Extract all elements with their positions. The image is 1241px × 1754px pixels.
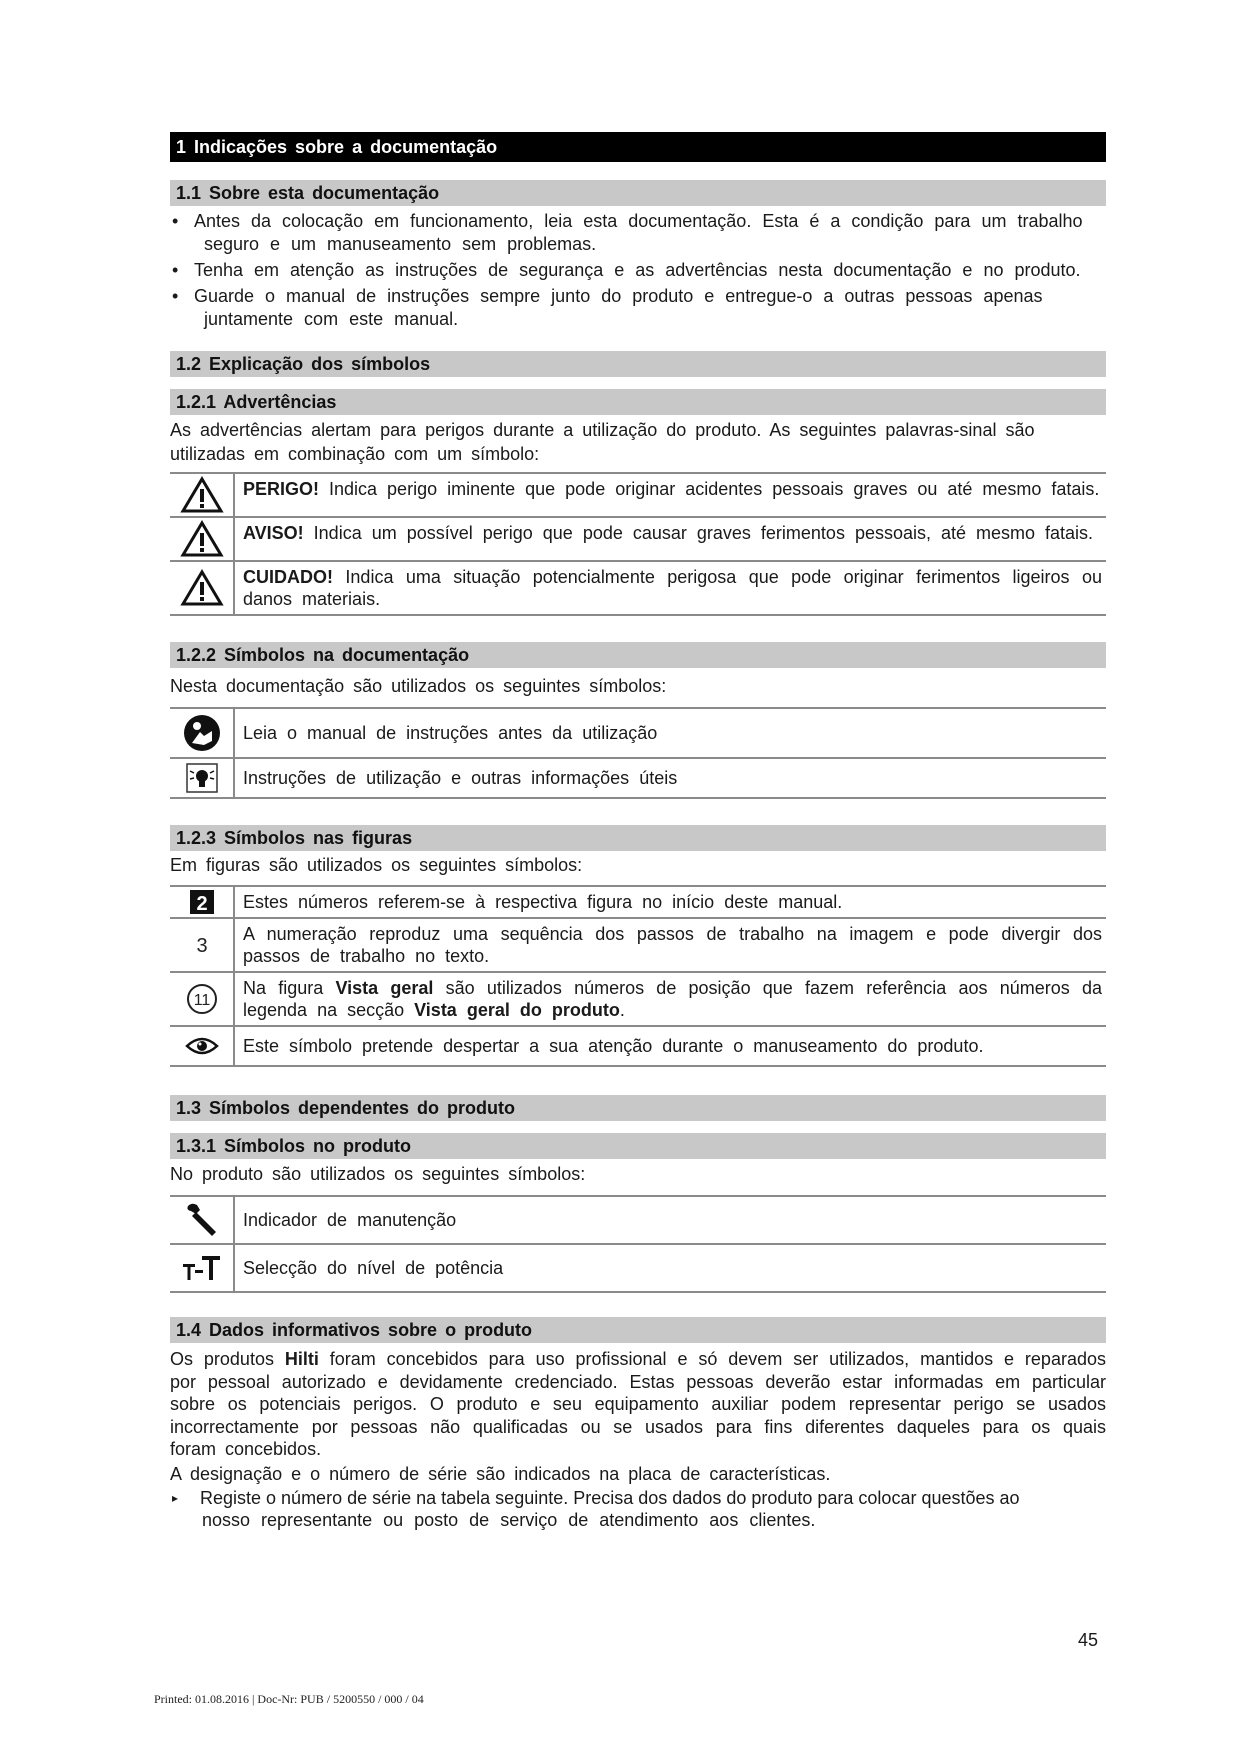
table-row: [170, 758, 1106, 798]
warning-text: AVISO! Indica um possível perigo que pode causar graves ferimentos pessoais, até mesmo fatais.: [234, 517, 1106, 561]
info-bulb-icon: [186, 763, 218, 793]
symbol-description: Na figura Vista geral são utilizados números de posição que fazem referência aos números da legenda na secção Vista geral do produto.: [234, 972, 1106, 1026]
icon-cell: [170, 708, 234, 758]
table-row: [170, 918, 1106, 972]
eye-icon: [185, 1036, 219, 1056]
paragraph: As advertências alertam para perigos durante a utilização do produto. As seguintes palavras-sinal são utilizadas em combinação com um símbolo:: [170, 420, 1035, 464]
section-heading: 1 Indicações sobre a documentação: [170, 132, 1106, 162]
symbol-description: Instruções de utilização e outras informações úteis: [234, 758, 1106, 798]
table-row: [170, 517, 1106, 561]
paragraph: No produto são utilizados os seguintes símbolos:: [170, 1164, 586, 1184]
symbol-description: Estes números referem-se à respectiva figura no início deste manual.: [234, 886, 1106, 918]
subsection-heading: 1.2 Explicação dos símbolos: [170, 351, 1106, 377]
symbol-description: A numeração reproduz uma sequência dos passos de trabalho na imagem e pode divergir dos passos de trabalho no texto.: [234, 918, 1106, 972]
icon-cell: [170, 1026, 234, 1066]
signal-word: CUIDADO!: [243, 567, 333, 587]
wrench-icon: [182, 1200, 222, 1240]
table-row: [170, 708, 1106, 758]
svg-text:11: 11: [193, 992, 210, 1009]
signal-word: PERIGO!: [243, 479, 320, 499]
document-page: [170, 132, 1106, 1531]
subsection-heading: 1.1 Sobre esta documentação: [170, 180, 1106, 206]
svg-text:3: 3: [195, 935, 208, 957]
documentation-symbols-table: [170, 707, 1106, 799]
bullet-list: [170, 210, 1106, 331]
list-item: • Guarde o manual de instruções sempre junto do produto e entregue-o a outras pessoas apenas juntamente com este manual.: [172, 286, 1043, 329]
subsection-heading: 1.3.1 Símbolos no produto: [170, 1133, 1106, 1159]
icon-cell: [170, 886, 234, 918]
paragraph: A designação e o número de série são indicados na placa de características.: [170, 1463, 831, 1484]
icon-cell: [170, 1244, 234, 1292]
list-item: • Antes da colocação em funcionamento, leia esta documentação. Esta é a condição para um trabalho seguro e um manuseamento sem problemas.: [172, 211, 1083, 254]
read-manual-icon: [182, 713, 222, 753]
list-item: • Tenha em atenção as instruções de segurança e as advertências nesta documentação e no produto.: [172, 260, 1081, 280]
figure-number-icon: [189, 889, 215, 915]
product-symbols-table: [170, 1195, 1106, 1293]
subsection-heading: 1.4 Dados informativos sobre o produto: [170, 1317, 1106, 1343]
svg-text:2: 2: [195, 893, 208, 915]
footer-print-info: Printed: 01.08.2016 | Doc-Nr: PUB / 5200550 / 000 / 04: [154, 1692, 424, 1706]
icon-cell: [170, 561, 234, 615]
icon-cell: [170, 473, 234, 517]
paragraph: Em figuras são utilizados os seguintes símbolos:: [170, 855, 583, 875]
table-row: [170, 473, 1106, 517]
subsection-heading: 1.3 Símbolos dependentes do produto: [170, 1095, 1106, 1121]
power-level-icon: [180, 1252, 224, 1284]
page-number: 45: [1078, 1630, 1099, 1650]
figure-symbols-table: [170, 885, 1106, 1067]
icon-cell: [170, 517, 234, 561]
symbol-description: Este símbolo pretende despertar a sua atenção durante o manuseamento do produto.: [234, 1026, 1106, 1066]
symbol-description: Leia o manual de instruções antes da utilização: [234, 708, 1106, 758]
warning-triangle-icon: [180, 569, 224, 607]
arrow-bullet-icon: ▸: [172, 1490, 179, 1505]
warning-triangle-icon: [180, 520, 224, 558]
warning-triangle-icon: [180, 476, 224, 514]
subsection-heading: 1.2.3 Símbolos nas figuras: [170, 825, 1106, 851]
brand-name: Hilti: [284, 1349, 319, 1369]
warning-text: PERIGO! Indica perigo iminente que pode originar acidentes pessoais graves ou até mesmo fatais.: [234, 473, 1106, 517]
paragraph: Nesta documentação são utilizados os seguintes símbolos:: [170, 676, 667, 696]
action-step: ▸ Registe o número de série na tabela seguinte. Precisa dos dados do produto para colocar questões ao nosso representante ou posto de serviço de atendimento aos clientes.: [172, 1487, 1020, 1530]
symbol-description: Indicador de manutenção: [234, 1196, 1106, 1244]
warnings-table: [170, 472, 1106, 616]
icon-cell: [170, 918, 234, 972]
subsection-heading: 1.2.1 Advertências: [170, 389, 1106, 415]
table-row: [170, 1244, 1106, 1292]
table-row: [170, 1026, 1106, 1066]
table-row: [170, 1196, 1106, 1244]
warning-text: CUIDADO! Indica uma situação potencialmente perigosa que pode originar ferimentos ligeiros ou danos materiais.: [234, 561, 1106, 615]
subsection-heading: 1.2.2 Símbolos na documentação: [170, 642, 1106, 668]
signal-word: AVISO!: [243, 523, 304, 543]
icon-cell: [170, 758, 234, 798]
table-row: [170, 886, 1106, 918]
table-row: [170, 972, 1106, 1026]
icon-cell: [170, 972, 234, 1026]
step-number-icon: [189, 932, 215, 958]
table-row: [170, 561, 1106, 615]
position-number-icon: [186, 983, 218, 1015]
icon-cell: [170, 1196, 234, 1244]
symbol-description: Selecção do nível de potência: [234, 1244, 1106, 1292]
paragraph: Os produtos Hilti foram concebidos para uso profissional e só devem ser utilizados, mantidos e reparados por pessoal autorizado e devidamente credenciado. Estas pessoas deverão estar informadas em particular sobre os potenciais perigos. O produto e seu equipamento auxiliar podem representar perigo se usados incorrectamente por pessoas não qualificadas ou se usados para fins diferentes daqueles para os quais foram concebidos.: [170, 1349, 1106, 1459]
